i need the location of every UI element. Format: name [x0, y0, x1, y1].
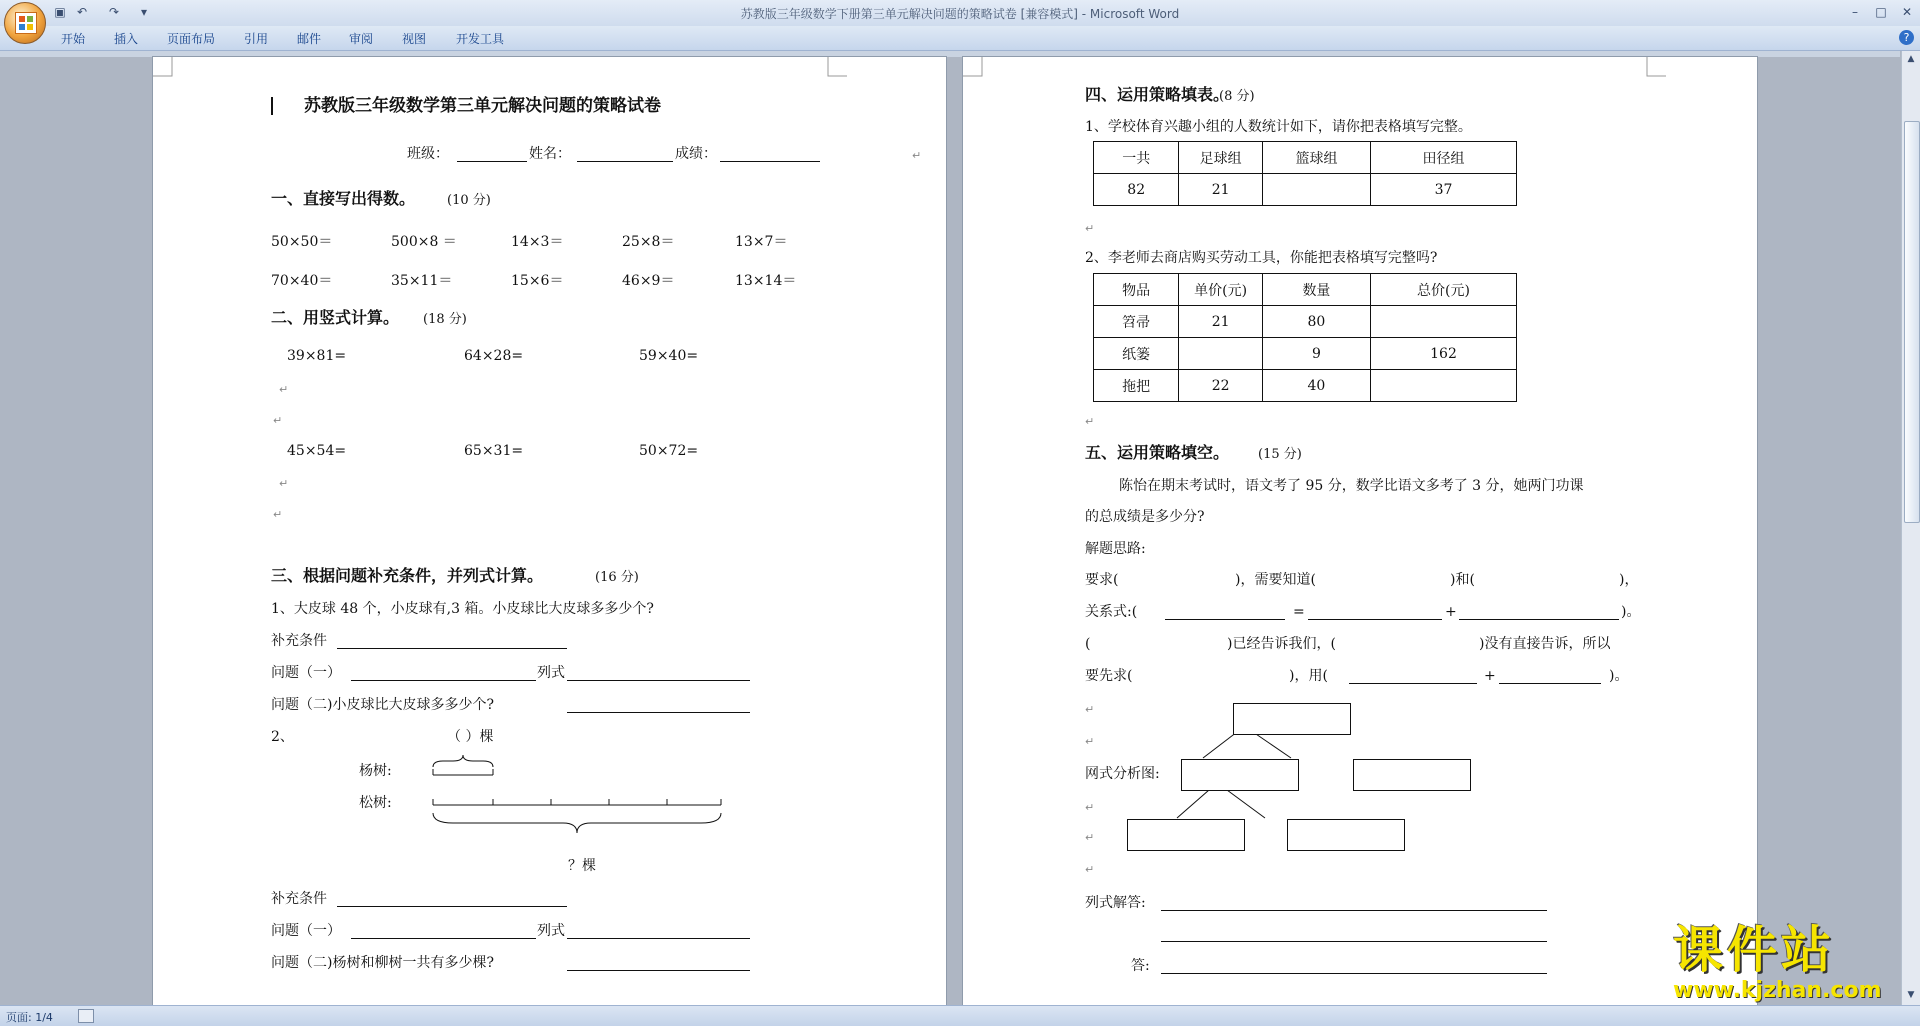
relation-blank[interactable] — [1308, 603, 1442, 620]
margin-corner-icon — [1646, 57, 1666, 77]
vertical-calc-item: 50×72= — [639, 443, 699, 459]
tab-mailings[interactable]: 邮件 — [297, 32, 322, 46]
tab-page-layout[interactable]: 页面布局 — [167, 32, 216, 46]
class-label: 班级： — [407, 146, 449, 162]
window-title: 苏教版三年级数学下册第三单元解决问题的策略试卷 [兼容模式] - Microsoft Word — [740, 7, 1180, 21]
scroll-down-icon[interactable]: ▼ — [1907, 990, 1915, 1000]
page-indicator[interactable]: 页面: 1/4 — [6, 1011, 53, 1024]
question-blank[interactable] — [351, 664, 536, 681]
fill-text: 要先求( — [1085, 668, 1133, 684]
q2-number: 2、 — [271, 729, 294, 745]
table-cell[interactable]: 37 — [1371, 174, 1517, 206]
minimize-icon[interactable]: – — [1852, 5, 1858, 19]
table-cell: 笤帚 — [1094, 306, 1179, 338]
oral-item: 500×8 ＝ — [391, 234, 457, 250]
question-blank[interactable] — [351, 922, 536, 939]
fill-text: 关系式:( — [1085, 604, 1138, 620]
fill-text: = — [1293, 604, 1305, 620]
fill-text: )，用( — [1289, 668, 1328, 684]
analysis-box-bottom-left[interactable] — [1127, 819, 1245, 851]
help-icon[interactable]: ? — [1899, 30, 1914, 45]
section-1-heading: 一、直接写出得数。 — [271, 189, 416, 208]
tab-home[interactable]: 开始 — [61, 32, 86, 46]
section-4-points: (8 分) — [1219, 89, 1255, 104]
fill-text: )已经告诉我们，( — [1227, 636, 1336, 652]
table-cell[interactable]: 9 — [1262, 338, 1370, 370]
supplement-label: 补充条件 — [271, 891, 327, 907]
section-1-points: (10 分) — [447, 193, 491, 208]
table-cell[interactable] — [1179, 338, 1262, 370]
table-cell: 拖把 — [1094, 370, 1179, 402]
oral-item: 14×3＝ — [511, 234, 564, 250]
line-segment-diagram — [423, 747, 743, 837]
paragraph-mark-icon: ↵ — [1085, 831, 1095, 844]
net-analysis-label: 网式分析图: — [1085, 766, 1160, 782]
oral-item: 13×7＝ — [735, 234, 788, 250]
fill-text: )，需要知道( — [1235, 572, 1316, 588]
s4-q2-text: 2、李老师去商店购买劳动工具，你能把表格填写完整吗? — [1085, 250, 1438, 266]
office-button[interactable] — [4, 2, 46, 44]
site-watermark — [1665, 922, 1905, 1002]
q1-text: 1、大皮球 48 个，小皮球有,3 箱。小皮球比大皮球多多少个? — [271, 601, 654, 617]
relation-blank[interactable] — [1459, 603, 1619, 620]
class-blank[interactable] — [457, 145, 527, 162]
close-icon[interactable]: ✕ — [1901, 5, 1913, 19]
analysis-box-bottom-right[interactable] — [1287, 819, 1405, 851]
table-header: 总价(元) — [1371, 274, 1517, 306]
oral-item: 13×14＝ — [735, 273, 797, 289]
s5-problem-line-1: 陈怡在期末考试时，语文考了 95 分，数学比语文多考了 3 分，她两门功课 — [1119, 478, 1584, 494]
section-3-heading: 三、根据问题补充条件，并列式计算。 — [271, 566, 544, 585]
scroll-thumb[interactable] — [1904, 121, 1920, 523]
formula-blank[interactable] — [567, 664, 750, 681]
interest-group-table — [1093, 141, 1517, 206]
title-bar — [0, 0, 1920, 27]
relation-blank[interactable] — [1499, 667, 1601, 684]
table-cell[interactable]: 21 — [1179, 306, 1262, 338]
margin-corner-icon — [963, 57, 983, 77]
tab-insert[interactable]: 插入 — [114, 32, 139, 46]
paragraph-mark-icon: ↵ — [279, 477, 289, 490]
q2-top-label: （ ）棵 — [447, 729, 494, 745]
section-2-points: (18 分) — [423, 312, 467, 327]
supplement-blank[interactable] — [337, 890, 567, 907]
question-1-label: 问题（一） — [271, 923, 341, 939]
office-logo-icon — [15, 12, 37, 34]
section-5-points: (15 分) — [1258, 447, 1302, 462]
poplar-label: 杨树: — [359, 763, 392, 779]
table-cell[interactable]: 21 — [1179, 174, 1262, 206]
fill-text: + — [1445, 604, 1457, 620]
question-2-label: 问题（二)小皮球比大皮球多多少个? — [271, 697, 494, 713]
vertical-calc-item: 45×54= — [287, 443, 347, 459]
fill-text: )。 — [1621, 604, 1641, 620]
paragraph-mark-icon: ↵ — [1085, 222, 1095, 235]
table-cell[interactable]: 82 — [1094, 174, 1179, 206]
paragraph-mark-icon: ↵ — [1085, 863, 1095, 876]
paragraph-mark-icon: ↵ — [912, 149, 922, 162]
tab-view[interactable]: 视图 — [402, 32, 427, 46]
relation-blank[interactable] — [1349, 667, 1477, 684]
q2-total-label: ？棵 — [568, 858, 596, 874]
oral-item: 25×8＝ — [622, 234, 675, 250]
oral-item: 15×6＝ — [511, 273, 564, 289]
fill-text: )， — [1619, 572, 1639, 588]
customize-icon[interactable]: ▾ — [140, 5, 148, 19]
table-cell: 纸篓 — [1094, 338, 1179, 370]
think-label: 解题思路: — [1085, 541, 1146, 557]
section-5-heading: 五、运用策略填空。 — [1085, 443, 1230, 462]
solution-blank[interactable] — [1161, 925, 1547, 942]
answer-label: 答: — [1131, 958, 1150, 974]
proofing-icon[interactable] — [78, 1009, 94, 1023]
oral-item: 46×9＝ — [622, 273, 675, 289]
table-cell[interactable]: 162 — [1371, 338, 1517, 370]
fill-text: 要求( — [1085, 572, 1119, 588]
section-2-heading: 二、用竖式计算。 — [271, 308, 400, 327]
question-1-label: 问题（一） — [271, 665, 341, 681]
analysis-box-left[interactable] — [1181, 759, 1299, 791]
score-blank[interactable] — [720, 145, 820, 162]
name-blank[interactable] — [577, 145, 673, 162]
document-page-2[interactable] — [962, 56, 1758, 1008]
relation-blank[interactable] — [1165, 603, 1285, 620]
table-cell[interactable]: 40 — [1262, 370, 1370, 402]
oral-item: 70×40＝ — [271, 273, 333, 289]
page-title: 苏教版三年级数学第三单元解决问题的策略试卷 — [304, 96, 661, 116]
table-header: 单价(元) — [1179, 274, 1262, 306]
tab-review[interactable]: 审阅 — [349, 32, 374, 46]
paragraph-mark-icon: ↵ — [1085, 801, 1095, 814]
table-header: 足球组 — [1179, 142, 1262, 174]
paragraph-mark-icon: ↵ — [279, 383, 289, 396]
fill-text: )和( — [1450, 572, 1475, 588]
margin-corner-icon — [153, 57, 173, 77]
s5-problem-line-2: 的总成绩是多少分? — [1085, 509, 1205, 525]
section-4-heading: 四、运用策略填表。 — [1085, 85, 1230, 104]
tab-developer[interactable]: 开发工具 — [456, 32, 505, 46]
s4-q1-text: 1、学校体育兴趣小组的人数统计如下，请你把表格填写完整。 — [1085, 119, 1472, 135]
oral-item: 50×50＝ — [271, 234, 333, 250]
table-cell[interactable]: 80 — [1262, 306, 1370, 338]
score-label: 成绩： — [675, 146, 717, 162]
table-header: 物品 — [1094, 274, 1179, 306]
formula-label: 列式 — [537, 923, 565, 939]
maximize-icon[interactable]: □ — [1875, 5, 1887, 19]
solution-blank[interactable] — [1161, 894, 1547, 911]
tool-price-table — [1093, 273, 1517, 402]
section-3-points: (16 分) — [595, 570, 639, 585]
supplement-label: 补充条件 — [271, 633, 327, 649]
table-cell[interactable] — [1262, 174, 1370, 206]
fill-text: )。 — [1609, 668, 1629, 684]
table-header: 数量 — [1262, 274, 1370, 306]
vertical-scrollbar[interactable] — [1901, 51, 1920, 1005]
tab-references[interactable]: 引用 — [244, 32, 269, 46]
supplement-blank[interactable] — [337, 632, 567, 649]
name-label: 姓名： — [529, 146, 571, 162]
oral-item: 35×11＝ — [391, 273, 453, 289]
vertical-calc-item: 64×28= — [464, 348, 524, 364]
formula-blank[interactable] — [567, 696, 750, 713]
text-cursor — [271, 97, 273, 115]
analysis-box-top[interactable] — [1233, 703, 1351, 735]
question-2-label: 问题（二)杨树和柳树一共有多少棵? — [271, 955, 494, 971]
formula-blank[interactable] — [567, 954, 750, 971]
watermark-title: 课件站 — [1673, 921, 1835, 979]
solution-label: 列式解答: — [1085, 895, 1146, 911]
table-header: 田径组 — [1371, 142, 1517, 174]
ribbon-tabs — [0, 26, 1920, 51]
redo-icon[interactable]: ↷ — [108, 5, 120, 19]
paragraph-mark-icon: ↵ — [1085, 415, 1095, 428]
paragraph-mark-icon: ↵ — [1085, 703, 1095, 716]
formula-label: 列式 — [537, 665, 565, 681]
status-bar — [0, 1005, 1920, 1026]
fill-text: ( — [1085, 636, 1091, 652]
vertical-calc-item: 59×40= — [639, 348, 699, 364]
fill-text: + — [1484, 668, 1496, 684]
table-cell[interactable] — [1371, 306, 1517, 338]
analysis-box-right[interactable] — [1353, 759, 1471, 791]
paragraph-mark-icon: ↵ — [1085, 735, 1095, 748]
table-cell[interactable] — [1371, 370, 1517, 402]
undo-icon[interactable]: ↶ — [76, 5, 88, 19]
table-header: 篮球组 — [1262, 142, 1370, 174]
fill-text: )没有直接告诉，所以 — [1479, 636, 1611, 652]
formula-blank[interactable] — [567, 922, 750, 939]
margin-corner-icon — [827, 57, 847, 77]
paragraph-mark-icon: ↵ — [273, 414, 283, 427]
watermark-url: www.kjzhan.com — [1673, 978, 1882, 1003]
vertical-calc-item: 65×31= — [464, 443, 524, 459]
answer-blank[interactable] — [1161, 957, 1547, 974]
save-icon[interactable]: ▣ — [54, 5, 66, 19]
document-page-1[interactable] — [152, 56, 947, 1008]
scroll-up-icon[interactable]: ▲ — [1907, 54, 1915, 64]
paragraph-mark-icon: ↵ — [273, 508, 283, 521]
pine-label: 松树: — [359, 795, 392, 811]
table-cell[interactable]: 22 — [1179, 370, 1262, 402]
vertical-calc-item: 39×81= — [287, 348, 347, 364]
table-header: 一共 — [1094, 142, 1179, 174]
